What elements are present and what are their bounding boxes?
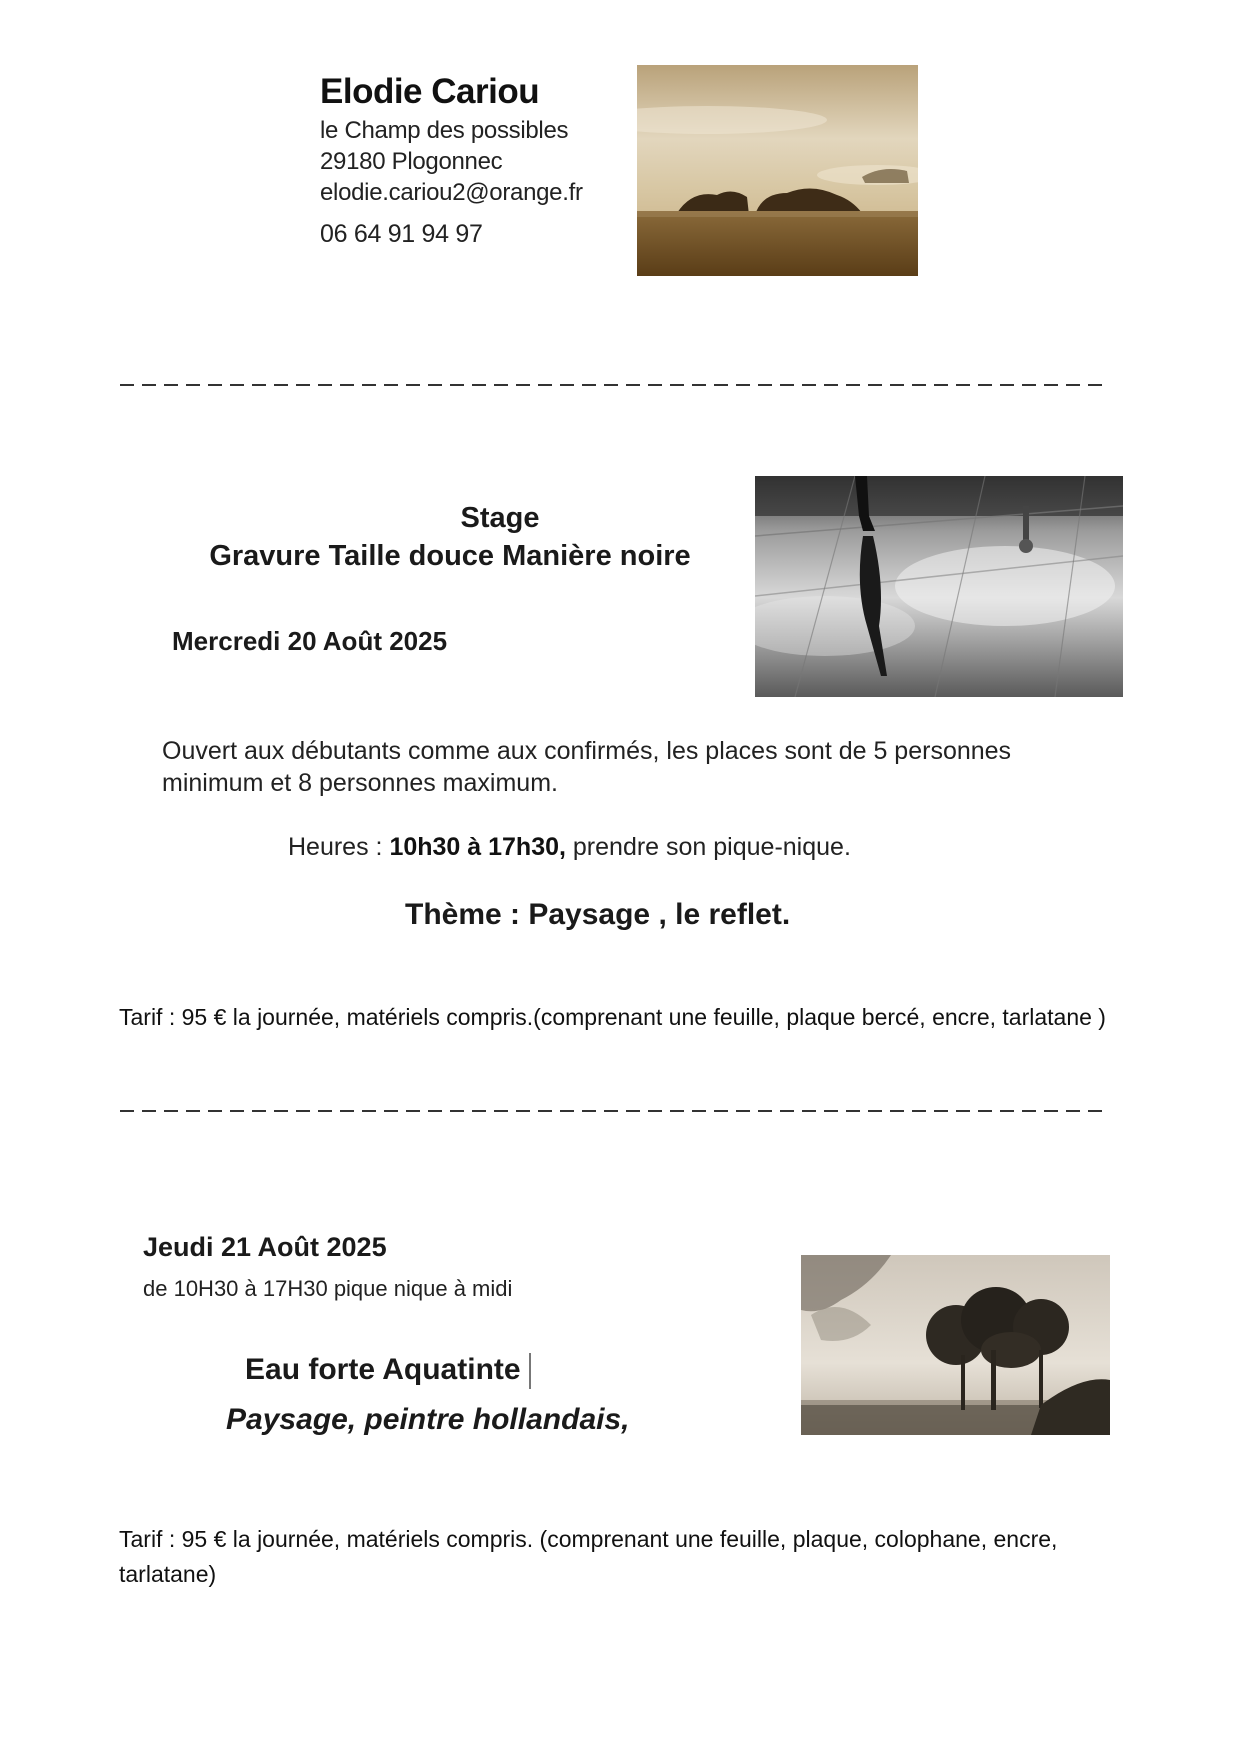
etching-landscape-image <box>801 1255 1110 1435</box>
stage-title: Stage <box>460 502 540 534</box>
stage2-theme: Paysage, peintre hollandais, <box>226 1403 630 1436</box>
stage1-description: Ouvert aux débutants comme aux confirmés, les places sont de 5 personnes minimum et 8 personnes maximum. <box>162 737 1012 797</box>
hours-value: 10h30 à 17h30, <box>389 833 566 861</box>
text-cursor <box>529 1353 531 1389</box>
contact-phone: 06 64 91 94 97 <box>320 220 483 248</box>
sepia-landscape-photo <box>637 65 918 276</box>
hours-label: Heures : <box>288 833 383 861</box>
stage2-hours: de 10H30 à 17H30 pique nique à midi <box>143 1276 513 1301</box>
reflection-photo <box>755 476 1123 697</box>
contact-email: elodie.cariou2@orange.fr <box>320 179 583 206</box>
dashed-separator <box>120 1110 1110 1112</box>
stage2-tarif: Tarif : 95 € la journée, matériels compris. (comprenant une feuille, plaque, colophane, encre, tarlatane) <box>119 1526 1058 1587</box>
contact-city: 29180 Plogonnec <box>320 148 503 175</box>
stage1-theme: Thème : Paysage , le reflet. <box>405 898 791 931</box>
technique-label: Eau forte Aquatinte <box>245 1353 521 1386</box>
stage1-hours <box>288 833 851 862</box>
stage2-technique <box>245 1353 531 1389</box>
dashed-separator <box>120 384 1110 386</box>
contact-name: Elodie Cariou <box>320 72 540 111</box>
stage1-date: Mercredi 20 Août 2025 <box>172 626 448 656</box>
hours-note: prendre son pique-nique. <box>572 833 851 861</box>
stage1-tarif: Tarif : 95 € la journée, matériels compris.(comprenant une feuille, plaque bercé, encre, tarlatane ) <box>119 1004 1106 1030</box>
stage2-date: Jeudi 21 Août 2025 <box>143 1232 387 1262</box>
stage-subtitle: Gravure Taille douce Manière noire <box>209 540 691 572</box>
contact-place: le Champ des possibles <box>320 117 569 144</box>
